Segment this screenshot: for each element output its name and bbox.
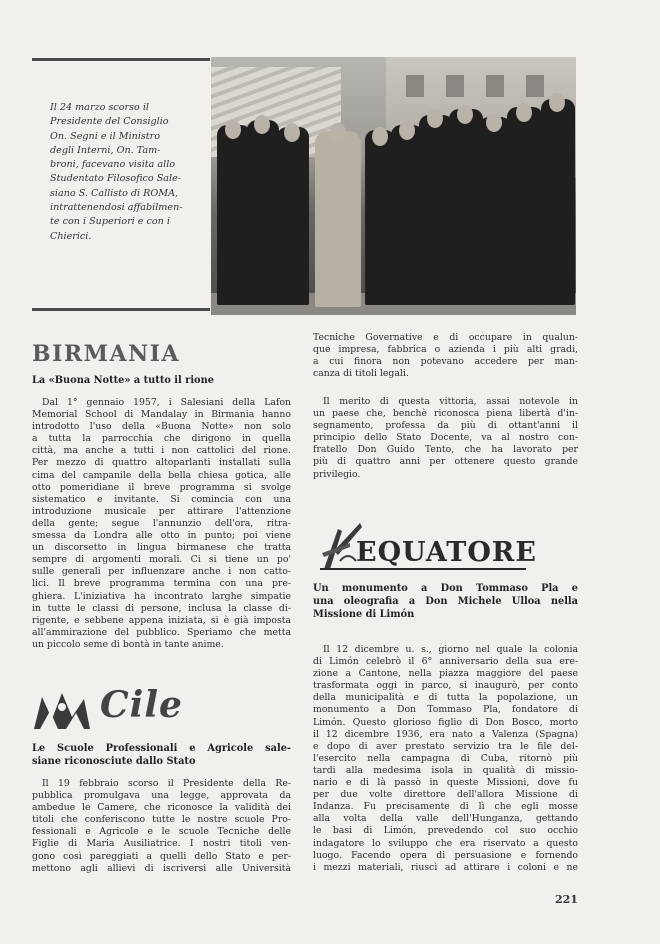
- body-line: Figlie di Maria Ausiliatrice. I nostri titoli ven-: [32, 838, 291, 850]
- body-line: per due volte direttore dell'allora Missione di: [313, 789, 578, 801]
- birmania-heading: BIRMANIA: [32, 341, 181, 367]
- body-line: mettono agli allievi di iscriversi alle Università: [32, 862, 291, 874]
- subheading-line: Le Scuole Professionali e Agricole sale-: [32, 743, 291, 754]
- body-line: il 12 dicembre 1936, era nato a Valenza (Spagna): [313, 728, 578, 740]
- subheading-line: siane riconosciute dallo Stato: [32, 756, 196, 767]
- photo-caption: [50, 101, 195, 244]
- caption-line: On. Segni e il Ministro: [50, 130, 161, 142]
- body-line: di Limón celebrò il 6° anniversario della sua ere-: [313, 656, 578, 668]
- body-line: segnamento, professa da più di ottant'anni il: [313, 420, 578, 432]
- body-line: rigente, e sebbene appena iniziata, si è già imposta: [32, 614, 291, 626]
- body-line: Indanza. Fu precisamente di lì che egli mosse: [313, 801, 578, 813]
- caption-line: Chierici.: [50, 230, 92, 242]
- body-line: e dopo di aver prestato servizio tra le file del-: [313, 740, 578, 752]
- caption-line: Presidente del Consiglio: [50, 116, 169, 128]
- page-number: 221: [555, 893, 578, 906]
- group-photo: [211, 57, 576, 315]
- body-line: otto pomeridiane il breve programma si svolge: [32, 481, 291, 493]
- body-line: luogo. Facendo opera di persuasione e fornendo: [313, 849, 578, 861]
- body-line: nario e di là passò in queste Missioni, dove fu: [313, 777, 578, 789]
- body-line: città, ma anche a tutti i non cattolici del rione.: [32, 445, 291, 457]
- body-line: fratello Don Guido Tento, che ha lavorato per: [313, 444, 578, 456]
- body-line: un piccolo seme di bontà in tante anime.: [32, 638, 224, 650]
- body-line: smessa da Londra alle otto in punto; poi viene: [32, 530, 291, 542]
- birmania-subheading: La «Buona Notte» a tutto il rione: [32, 375, 214, 386]
- equatore-heading-underline: [320, 568, 526, 570]
- caption-line: broni, facevano visita allo: [50, 159, 176, 171]
- body-line: sulle generali per influenzare anche i non catto-: [32, 566, 291, 578]
- caption-line: Il 24 marzo scorso il: [50, 102, 149, 113]
- caption-top-rule: [32, 58, 210, 61]
- body-line: più di quattro anni per ottenere questo grande: [313, 456, 578, 468]
- body-line: privilegio.: [313, 468, 361, 480]
- cile-continuation-2: [313, 396, 578, 481]
- body-line: alla volta della valle dell'Hunganza, gettando: [313, 813, 578, 825]
- caption-line: te con i Superiori e con i: [50, 216, 170, 228]
- body-line: introduzione musicale per attirare l'attenzione: [32, 505, 291, 517]
- body-line: tardi alla medesima isola in qualità di missio-: [313, 764, 578, 776]
- body-line: ghiera. L'iniziativa ha incontrato larghe simpatie: [32, 590, 291, 602]
- body-line: Dal 1° gennaio 1957, i Salesiani della Lafon: [42, 397, 291, 408]
- caption-bottom-rule: [32, 308, 210, 311]
- body-line: della municipalità e di tutta la popolazione, un: [313, 692, 578, 704]
- body-line: a cui finora non potevano accedere per man-: [313, 356, 578, 368]
- body-line: Tecniche Governative e di occupare in qualun-: [313, 332, 578, 343]
- caption-line: siano S. Callisto di ROMA,: [50, 187, 179, 199]
- equatore-subheading: [313, 582, 578, 621]
- photo-figure-overcoat: [315, 131, 361, 307]
- caption-line: intrattenendosi affabilmen-: [50, 202, 183, 214]
- body-line: Per mezzo di quattro altoparlanti installati sulla: [32, 457, 291, 469]
- body-line: zione a Cantone, nella piazza maggiore del paese: [313, 668, 578, 680]
- body-line: indagatore lo sviluppo che era riservato a questo: [313, 837, 578, 849]
- cile-body: [32, 778, 291, 875]
- body-line: cima del campanile della bella chiesa gotica, alle: [32, 469, 291, 481]
- body-line: titoli che conferiscono tutte le nostre scuole Pro-: [32, 814, 291, 826]
- caption-line: degli Interni, On. Tam-: [50, 144, 161, 156]
- subheading-line: una oleografia a Don Michele Ulloa nella: [313, 596, 578, 607]
- equatore-heading: EQUATORE: [356, 537, 537, 568]
- body-line: Il merito di questa vittoria, assai notevole in: [323, 396, 578, 407]
- body-line: i mezzi materiali, riuscì ad attirare i coloni e ne: [313, 861, 578, 873]
- cile-emblem-icon: [32, 689, 92, 733]
- body-line: pubblica promulgava una legge, approvata da: [32, 790, 291, 802]
- body-line: sempre di argomenti morali. Ci si tiene un po': [32, 554, 291, 566]
- body-line: trasformata oggi in parco, si inaugurò, per conto: [313, 680, 578, 692]
- body-line: Limón. Questo glorioso figlio di Don Bosco, morto: [313, 716, 578, 728]
- body-line: canza di titoli legali.: [313, 368, 409, 380]
- body-line: gono così pareggiati a quelli dello Stato e per-: [32, 850, 291, 862]
- body-line: l'esercito nella campagna di Cuba, ritornò più: [313, 752, 578, 764]
- cile-subheading: [32, 742, 291, 768]
- body-line: sistematico e invitante. Si comincia con una: [32, 493, 291, 505]
- subheading-line: Missione di Limón: [313, 609, 415, 620]
- body-line: le basi di Limón, prevedendo col suo occhio: [313, 825, 578, 837]
- body-line: principio dello Stato Docente, va al nostro con-: [313, 432, 578, 444]
- body-line: della gente; segue l'annunzio dell'ora, ritra-: [32, 517, 291, 529]
- body-line: fessionali e Agricole e le scuole Tecniche delle: [32, 826, 291, 838]
- body-line: lici. Il breve programma termina con una pre-: [32, 578, 291, 590]
- body-line: in tutte le classi di persone, inclusa la classe di-: [32, 602, 291, 614]
- birmania-body: [32, 397, 291, 651]
- body-line: que impresa, fabbrica o azienda i più alti gradi,: [313, 344, 578, 356]
- cile-continuation: [313, 332, 578, 380]
- body-line: a tutta la parrocchia che dirigono in quella: [32, 433, 291, 445]
- subheading-line: Un monumento a Don Tommaso Pla e: [313, 583, 578, 594]
- cile-heading: Cile: [100, 684, 183, 726]
- body-line: Memorial School di Mandalay in Birmania hanno: [32, 409, 291, 421]
- body-line: all'ammirazione del pubblico. Speriamo che metta: [32, 626, 291, 638]
- caption-line: Studentato Filosofico Sale-: [50, 173, 182, 185]
- equatore-body: [313, 644, 578, 874]
- body-line: un paese che, benchè riconosca piena libertà d'in-: [313, 408, 578, 420]
- body-line: monumento a Don Tommaso Pla, fondatore di: [313, 704, 578, 716]
- body-line: ambedue le Camere, che riconosce la validità dei: [32, 802, 291, 814]
- body-line: introdotto l'uso della «Buona Notte» non solo: [32, 421, 291, 433]
- body-line: Il 12 dicembre u. s., giorno nel quale la colonia: [323, 644, 578, 655]
- body-line: Il 19 febbraio scorso il Presidente della Re-: [42, 778, 291, 789]
- body-line: un discorsetto in lingua birmanese che tratta: [32, 542, 291, 554]
